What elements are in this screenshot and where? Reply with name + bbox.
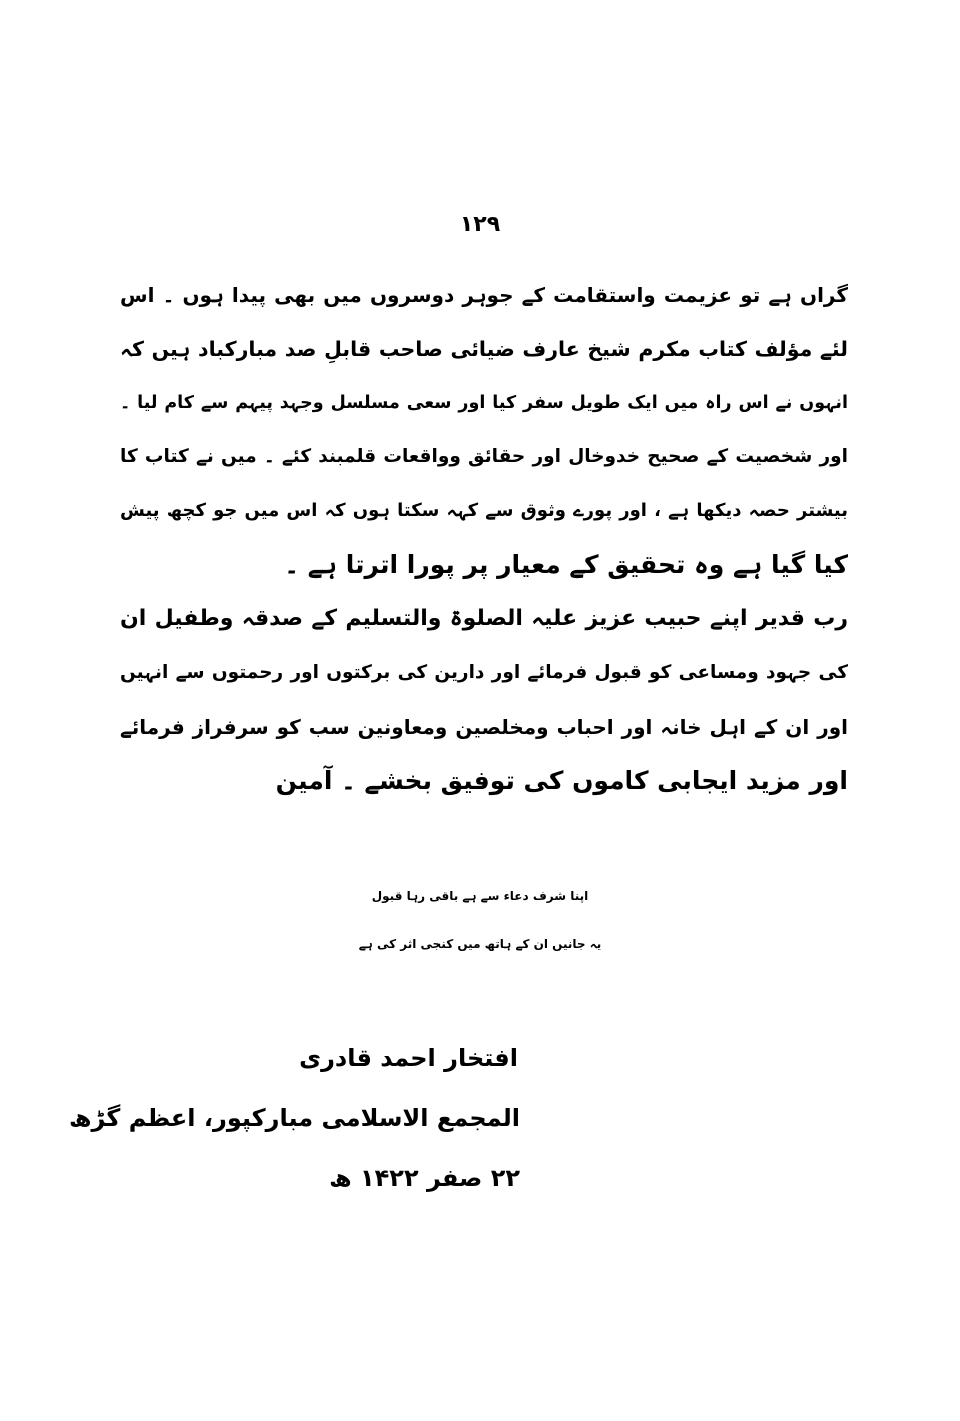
- couplet: [0, 872, 960, 968]
- body-line-6: کیا گیا ہے وہ تحقیق کے معیار پر پورا اترتا ہے ۔: [284, 550, 848, 579]
- body-line-2: لئے مؤلف کتاب مکرم شیخ عارف ضیائی صاحب قابلِ صد مبارکباد ہیں کہ: [120, 337, 848, 361]
- body-line-5: بیشتر حصہ دیکھا ہے ، اور پورے وثوق سے کہہ سکتا ہوں کہ اس میں جو کچھ پیش: [120, 500, 848, 521]
- body-line-4: اور شخصیت کے صحیح خدوخال اور حقائق وواقعات قلمبند کئے ۔ میں نے کتاب کا: [120, 446, 848, 467]
- couplet-line-2: یہ جانیں ان کے ہاتھ میں کنجی اثر کی ہے: [358, 937, 602, 951]
- body-line-9: اور ان کے اہل خانہ اور احباب ومخلصین ومعاونین سب کو سرفراز فرمائے: [120, 715, 848, 739]
- body-line-1: گراں ہے تو عزیمت واستقامت کے جوہر دوسروں میں بھی پیدا ہوں ۔ اس: [120, 283, 848, 307]
- body-line-3: انہوں نے اس راہ میں ایک طویل سفر کیا اور سعی مسلسل وجہد پیہم سے کام لیا ۔: [120, 393, 848, 413]
- body-text: [120, 268, 848, 808]
- body-line-10: اور مزید ایجابی کاموں کی توفیق بخشے ۔ آمین: [275, 766, 848, 795]
- body-line-8: کی جہود ومساعی کو قبول فرمائے اور دارین کی برکتوں اور رحمتوں سے انہیں: [120, 662, 848, 683]
- signature-date: ۲۲ صفر ۱۴۲۲ ھ: [329, 1164, 520, 1192]
- page-number: ۱۲۹: [459, 212, 501, 237]
- author-name: افتخار احمد قادری: [299, 1044, 518, 1072]
- couplet-line-1: اپنا شرف دعاء سے ہے باقی رہا قبول: [371, 889, 589, 903]
- author-institution: المجمع الاسلامی مبارکپور، اعظم گڑھ: [68, 1104, 520, 1132]
- body-line-7: رب قدیر اپنے حبیب عزیز علیہ الصلوۃ والتسلیم کے صدقہ وطفیل ان: [120, 606, 848, 631]
